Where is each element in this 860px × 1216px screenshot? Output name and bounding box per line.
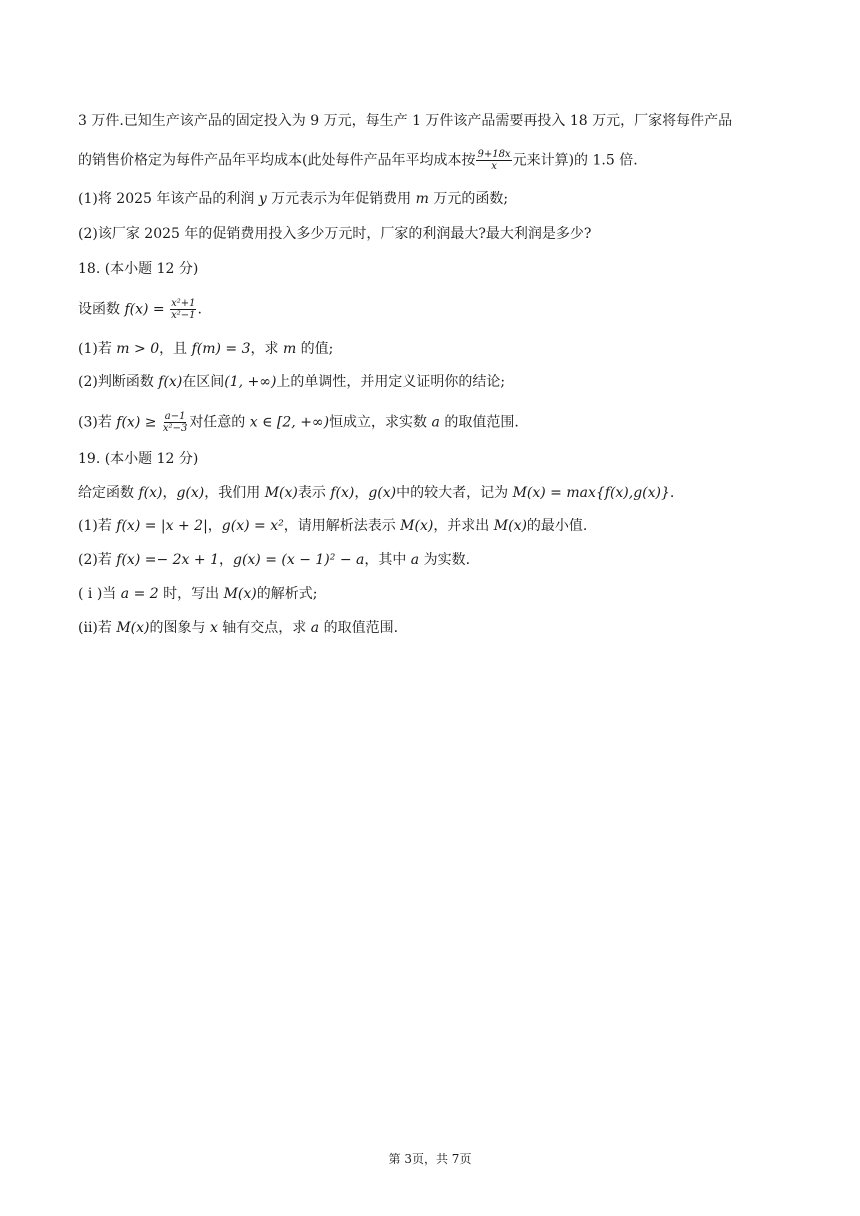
p18-heading: 18. (本小题 12 分) [78,261,199,277]
text: ，请用解析法表示 [283,518,401,534]
text: 轴有交点，求 [217,620,311,636]
math: a = 2 [120,586,159,602]
text: 的取值范围. [439,414,519,431]
p19-question-2 [78,550,470,570]
p17-question-1 [78,189,508,209]
p19-definition [78,483,674,503]
text: 万元表示为年促销费用 [266,191,416,207]
math: g(x) = x² [221,518,284,534]
math: f(x) [330,485,355,501]
p19-heading: 19. (本小题 12 分) [78,451,199,467]
p17-question-2: (2)该厂家 2025 年的促销费用投入多少万元时，厂家的利润最大?最大利润是多少? [78,226,592,242]
text: (2)判断函数 [78,374,159,390]
text: 在区间 [182,374,225,390]
text: ， [162,485,177,501]
math: f(m) = 3 [191,341,251,357]
text: (1)将 2025 年该产品的利润 [78,191,259,207]
text: (3)若 [78,414,117,431]
text: ，求 [250,341,283,357]
text: (1)若 [78,518,117,534]
avg-cost-fraction [476,149,511,172]
math: M(x) = max{f(x),g(x)} [512,485,670,501]
math: M(x) [400,518,434,534]
math: f(x) =− 2x + 1 [116,552,219,568]
p18-definition [78,298,202,321]
text: 表示 [297,485,331,501]
p17-line1: 3 万件.已知生产该产品的固定投入为 9 万元，每生产 1 万件该产品需要再投入 18 万元，厂家将每件产品 [78,113,733,129]
math: a [310,620,320,636]
text: ，其中 [364,552,411,568]
text: 万元的函数; [428,191,509,207]
math: f(x) [138,485,163,501]
math: a [431,414,440,431]
text: (1)若 [78,341,117,357]
math: g(x) [368,485,397,501]
text: 的图象与 [149,620,210,636]
math: f(x) [158,374,183,390]
math: f(x) ≥ [116,414,161,431]
page-footer: 第 3页，共 7页 [388,1152,472,1166]
math: f(x) = |x + 2| [116,518,208,534]
text: (2)若 [78,552,117,568]
text: ( i )当 [78,586,121,602]
p18-question-2 [78,372,505,392]
math: M(x) [116,620,150,636]
fx-fraction [170,298,196,321]
text: ， [218,552,233,568]
math: (1, +∞) [224,374,277,390]
text: 时，写出 [158,586,224,602]
text: 的最小值. [526,518,588,534]
text: (ii)若 [78,620,117,636]
text: 设函数 [78,301,125,318]
fraction-numerator: 9+18x [477,149,511,160]
p17-line2-text-a: 的销售价格定为每件产品年平均成本(此处每件产品年平均成本按 [78,152,476,169]
math: m > 0 [116,341,160,357]
math-m: m [415,191,429,207]
fraction-numerator: x²+1 [171,298,196,309]
text: 的取值范围. [319,620,399,636]
math: M(x) [223,586,257,602]
text: 上的单调性，并用定义证明你的结论; [276,374,506,390]
text: 的解析式; [256,586,318,602]
condition-fraction [162,411,188,434]
math: a [410,552,420,568]
period: . [197,301,202,318]
text: . [669,485,675,501]
text: ，我们用 [204,485,265,501]
text: 中的较大者，记为 [396,485,513,501]
fraction-denominator: x [491,161,497,172]
text: 为实数. [419,552,471,568]
p19-question-1 [78,516,587,536]
math: M(x) [264,485,298,501]
math-fx: f(x) = [124,301,170,318]
text: ，并求出 [433,518,494,534]
math: m [282,341,297,357]
p17-line2 [78,149,638,172]
p19-question-2-i [78,584,317,604]
p18-question-3 [78,411,519,434]
fraction-denominator: x²−3 [162,423,188,434]
text: 的值; [296,341,334,357]
math: x [209,620,218,636]
math: x ∈ [2, +∞) [249,414,330,431]
fraction-denominator: x²−1 [171,310,196,321]
text: ， [207,518,222,534]
text: 恒成立，求实数 [329,414,432,431]
p18-question-1 [78,339,333,359]
math: g(x) = (x − 1)² − a [232,552,365,568]
math: g(x) [176,485,205,501]
text: ，且 [159,341,192,357]
p19-question-2-ii [78,618,398,638]
text: 给定函数 [78,485,139,501]
text: 对任意的 [189,414,250,431]
math-y: y [258,191,267,207]
p17-line2-text-b: 元来计算)的 1.5 倍. [512,152,638,169]
math: M(x) [493,518,527,534]
text: ， [354,485,369,501]
fraction-numerator: a−1 [164,411,186,422]
